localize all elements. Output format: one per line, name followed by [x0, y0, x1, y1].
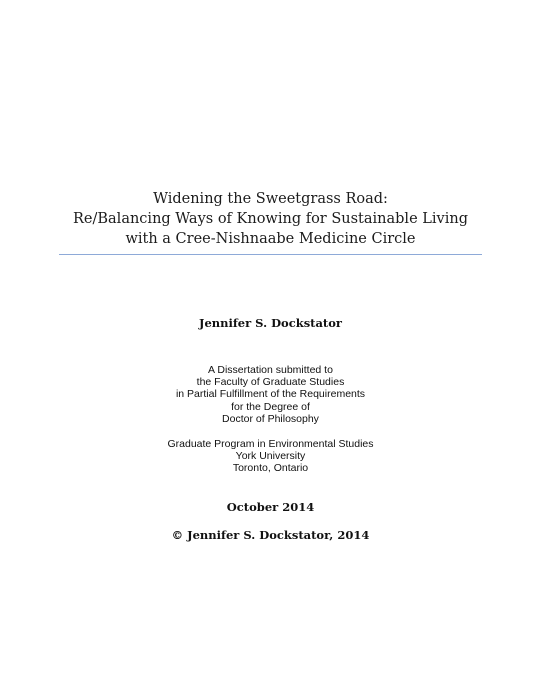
program-info: [0, 438, 541, 475]
submission-statement: [0, 364, 541, 425]
program-line: Toronto, Ontario: [232, 462, 309, 475]
submission-line: A Dissertation submitted to: [208, 364, 333, 376]
title-line-3: with a Cree-Nishnaabe Medicine Circle: [125, 231, 416, 247]
dissertation-title: [0, 189, 541, 249]
submission-line: the Faculty of Graduate Studies: [196, 376, 345, 389]
submission-line: in Partial Fulfillment of the Requirements: [175, 388, 366, 401]
submission-date: October 2014: [226, 500, 315, 514]
author-name: Jennifer S. Dockstator: [199, 316, 342, 330]
program-line: York University: [235, 450, 306, 463]
title-line-2: Re/Balancing Ways of Knowing for Sustainable Living: [73, 211, 468, 227]
title-divider: [59, 254, 482, 255]
submission-line: Doctor of Philosophy: [222, 412, 319, 425]
program-line: Graduate Program in Environmental Studies: [167, 438, 374, 450]
submission-line: for the Degree of: [231, 400, 310, 413]
title-line-1: Widening the Sweetgrass Road:: [153, 191, 388, 207]
copyright-notice: © Jennifer S. Dockstator, 2014: [171, 528, 370, 542]
